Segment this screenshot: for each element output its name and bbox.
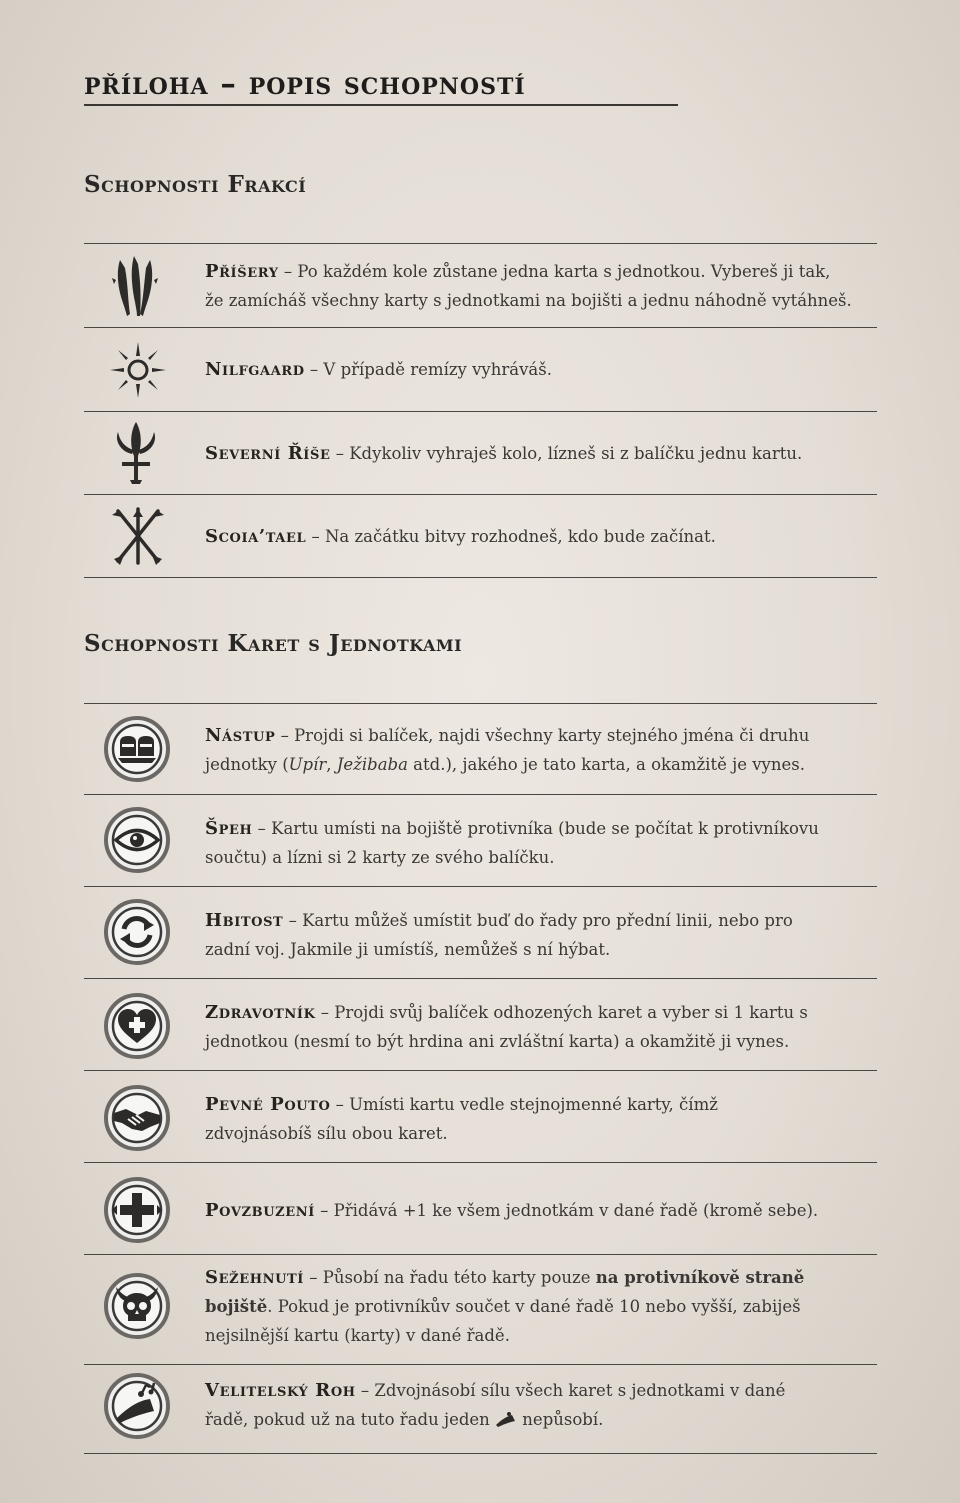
agile-arrows-icon bbox=[104, 899, 170, 965]
desc-line-2: zdvojnásobíš sílu obou karet. bbox=[205, 1124, 448, 1143]
term-medic: Zdravotník bbox=[205, 1002, 316, 1023]
desc-line-1: Kartu umísti na bojiště protivníka (bude se počítat k protivníkovu bbox=[271, 819, 819, 838]
northern-realms-lily-icon bbox=[108, 420, 164, 486]
unit-text-commanders-horn: Velitelský Roh – Zdvojnásobí sílu všech karet s jednotkami v dané řadě, pokud už na tuto řadu jeden nepůsobí. bbox=[205, 1376, 865, 1434]
unit-item-commanders-horn bbox=[84, 1365, 877, 1454]
desc-line-2: jednotky (Upír, Ježibaba atd.), jakého je tato karta, a okamžitě je vynes. bbox=[205, 755, 805, 774]
unit-text-agile: Hbitost – Kartu můžeš umístit buď do řady pro přední linii, nebo pro zadní voj. Jakmile ji umístíš, nemůžeš s ní hýbat. bbox=[205, 906, 865, 964]
scoiatael-arrows-icon bbox=[108, 505, 168, 567]
faction-item-scoiatael bbox=[84, 495, 877, 578]
faction-section-title: Schopnosti Frakcí bbox=[84, 171, 307, 198]
term-northern-realms: Severní Říše bbox=[205, 443, 331, 464]
faction-item-northern-realms bbox=[84, 412, 877, 495]
desc-line-1: V případě remízy vyhráváš. bbox=[323, 360, 552, 379]
desc-line-1: Projdi si balíček, najdi všechny karty stejného jména či druhu bbox=[294, 726, 810, 745]
faction-text-scoiatael: Scoia’tael – Na začátku bitvy rozhodneš, kdo bude začínat. bbox=[205, 526, 716, 547]
faction-text-northern-realms: Severní Říše – Kdykoliv vyhraješ kolo, lízneš si z balíčku jednu kartu. bbox=[205, 443, 803, 464]
spy-eye-icon bbox=[104, 807, 170, 873]
morale-boost-cross-icon bbox=[104, 1177, 170, 1243]
divider bbox=[84, 577, 877, 578]
desc-line-1: Kartu můžeš umístit buď do řady pro přední linii, nebo pro bbox=[302, 911, 793, 930]
unit-item-agile bbox=[84, 887, 877, 978]
horn-inline-icon bbox=[495, 1411, 517, 1427]
unit-item-morale-boost bbox=[84, 1163, 877, 1254]
monsters-claw-icon bbox=[106, 254, 166, 318]
faction-text-nilfgaard: Nilfgaard – V případě remízy vyhráváš. bbox=[205, 359, 552, 380]
desc-line-3: nejsilnější kartu (karty) v dané řadě. bbox=[205, 1326, 510, 1345]
desc-line-1: Projdi svůj balíček odhozených karet a vyber si 1 kartu s bbox=[334, 1003, 808, 1022]
medic-heart-icon bbox=[104, 993, 170, 1059]
desc-line-1: Přidává +1 ke všem jednotkám v dané řadě (kromě sebe). bbox=[333, 1201, 819, 1220]
scorch-skull-icon bbox=[104, 1273, 170, 1339]
title-underline bbox=[84, 104, 678, 106]
divider bbox=[84, 1453, 877, 1454]
desc-line-1: Působí na řadu této karty pouze bbox=[322, 1268, 596, 1287]
unit-text-spy: Špeh – Kartu umísti na bojiště protivníka (bude se počítat k protivníkovu součtu) a lízni si 2 karty ze svého balíčku. bbox=[205, 814, 865, 872]
page-title: příloha – popis schopností bbox=[84, 66, 526, 102]
unit-text-muster: Nástup – Projdi si balíček, najdi všechny karty stejného jména či druhu jednotky (Upír, Ježibaba atd.), jakého je tato karta, a okamžitě je vynes. bbox=[205, 721, 865, 779]
emphasis-opponent-side: na protivníkově straně bbox=[595, 1268, 805, 1287]
desc-line-2: zadní voj. Jakmile ji umístíš, nemůžeš s ní hýbat. bbox=[205, 940, 611, 959]
term-scoiatael: Scoia’tael bbox=[205, 526, 307, 547]
term-muster: Nástup bbox=[205, 725, 276, 746]
faction-item-monsters bbox=[84, 244, 877, 327]
term-spy: Špeh bbox=[205, 818, 253, 839]
commanders-horn-icon bbox=[104, 1373, 170, 1439]
unit-text-scorch: Sežehnutí – Působí na řadu této karty pouze na protivníkově straně bojiště. Pokud je protivníkův součet v dané řadě 10 nebo vyšší, zabiješ nejsilnější kartu (karty) v dané řadě. bbox=[205, 1263, 865, 1350]
unit-text-tight-bond: Pevné Pouto – Umísti kartu vedle stejnojmenné karty, čímž zdvojnásobíš sílu obou karet. bbox=[205, 1090, 865, 1148]
nilfgaard-sun-icon bbox=[108, 340, 168, 400]
unit-item-medic bbox=[84, 979, 877, 1070]
term-scorch: Sežehnutí bbox=[205, 1267, 304, 1288]
term-nilfgaard: Nilfgaard bbox=[205, 359, 305, 380]
unit-item-muster bbox=[84, 704, 877, 794]
unit-item-scorch bbox=[84, 1255, 877, 1364]
unit-text-medic: Zdravotník – Projdi svůj balíček odhozených karet a vyber si 1 kartu s jednotkou (nesmí to být hrdina ani zvláštní karta) a okamžitě ji vynes. bbox=[205, 998, 865, 1056]
desc-line-1: Zdvojnásobí sílu všech karet s jednotkami v dané bbox=[374, 1381, 786, 1400]
term-agile: Hbitost bbox=[205, 910, 284, 931]
muster-helmets-icon bbox=[104, 716, 170, 782]
faction-text-monsters: Příšery – Po každém kole zůstane jedna karta s jednotkou. Vybereš ji tak, že zamícháš všechny karty s jednotkami na bojišti a jednu náhodně vytáhneš. bbox=[205, 257, 865, 315]
unit-item-spy bbox=[84, 795, 877, 886]
desc-line-2: bojiště. Pokud je protivníkův součet v dané řadě 10 nebo vyšší, zabiješ bbox=[205, 1297, 801, 1316]
desc-line-1: Na začátku bitvy rozhodneš, kdo bude začínat. bbox=[324, 527, 716, 546]
term-commanders-horn: Velitelský Roh bbox=[205, 1380, 356, 1401]
desc-line-2: řadě, pokud už na tuto řadu jeden nepůsobí. bbox=[205, 1410, 604, 1429]
desc-line-1: Po každém kole zůstane jedna karta s jednotkou. Vybereš ji tak, bbox=[297, 262, 831, 281]
desc-line-2: že zamícháš všechny karty s jednotkami na bojišti a jednu náhodně vytáhneš. bbox=[205, 291, 852, 310]
desc-line-2: součtu) a lízni si 2 karty ze svého balíčku. bbox=[205, 848, 555, 867]
term-tight-bond: Pevné Pouto bbox=[205, 1094, 331, 1115]
tight-bond-handshake-icon bbox=[104, 1085, 170, 1151]
term-monsters: Příšery bbox=[205, 261, 279, 282]
desc-line-1: Kdykoliv vyhraješ kolo, lízneš si z balíčku jednu kartu. bbox=[349, 444, 803, 463]
unit-item-tight-bond bbox=[84, 1071, 877, 1162]
unit-text-morale-boost: Povzbuzení – Přidává +1 ke všem jednotkám v dané řadě (kromě sebe). bbox=[205, 1200, 819, 1221]
term-morale-boost: Povzbuzení bbox=[205, 1200, 315, 1221]
desc-line-1: Umísti kartu vedle stejnojmenné karty, čímž bbox=[349, 1095, 718, 1114]
faction-item-nilfgaard bbox=[84, 328, 877, 411]
unit-section-title: Schopnosti Karet s Jednotkami bbox=[84, 630, 463, 657]
desc-line-2: jednotkou (nesmí to být hrdina ani zvláštní karta) a okamžitě ji vynes. bbox=[205, 1032, 790, 1051]
